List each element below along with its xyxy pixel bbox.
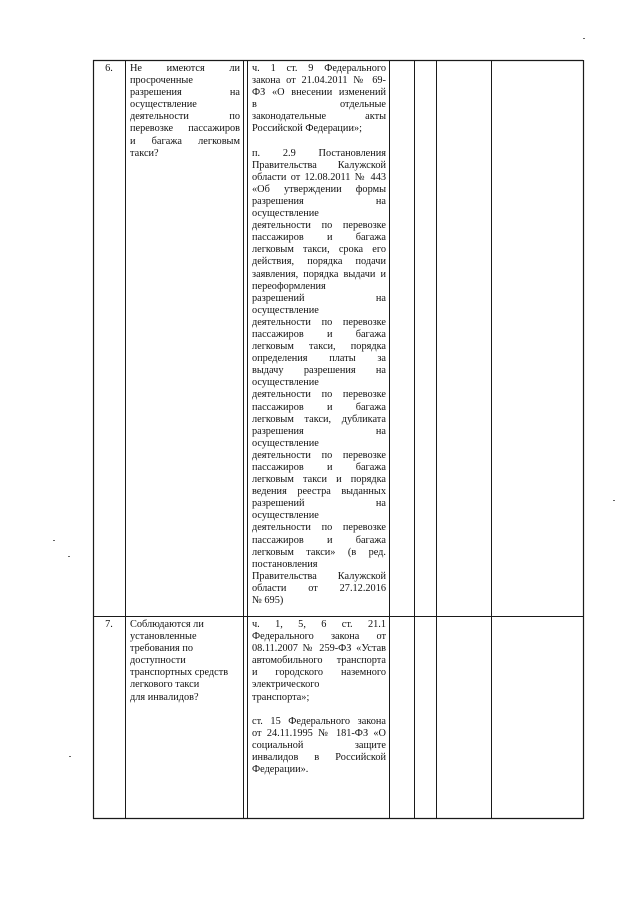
basis-line: автомобильного транспорта bbox=[252, 655, 386, 667]
basis-line: деятельности по перевозке bbox=[252, 449, 386, 461]
basis-line: пассажиров и багажа bbox=[252, 401, 386, 413]
basis-line: области от 27.12.2016 bbox=[252, 582, 386, 594]
basis-line: пассажиров и багажа bbox=[252, 534, 386, 546]
basis-line: деятельности по перевозке bbox=[252, 220, 386, 232]
basis-line: заявления, порядка выдачи и bbox=[252, 268, 386, 280]
basis-line: Федерации». bbox=[252, 764, 309, 776]
basis-line: деятельности по перевозке bbox=[252, 522, 386, 534]
basis-line: действия, порядка подачи bbox=[252, 256, 386, 268]
basis-line: «Об утверждении формы bbox=[252, 183, 386, 195]
basis-line: электрического bbox=[252, 679, 320, 691]
question-line: Не имеются ли bbox=[130, 63, 240, 74]
scan-speck bbox=[613, 500, 615, 501]
basis-line: социальной защите bbox=[252, 739, 386, 751]
question-line: требования по bbox=[130, 643, 194, 655]
basis-line: осуществление bbox=[252, 437, 319, 449]
question-line: и багажа легковым bbox=[130, 135, 240, 147]
basis-line: № 695) bbox=[252, 595, 284, 607]
scan-speck bbox=[53, 540, 55, 541]
basis-line: и городского наземного bbox=[252, 667, 386, 679]
question-line: Соблюдаются ли bbox=[130, 619, 204, 630]
basis-line: пассажиров и багажа bbox=[252, 232, 386, 244]
basis-line: ч. 1 ст. 9 Федерального bbox=[252, 63, 386, 74]
scan-speck bbox=[68, 556, 70, 557]
basis-line: законодательные акты bbox=[252, 111, 386, 123]
legal-ref-fz-69 bbox=[252, 63, 386, 136]
scan-speck bbox=[69, 756, 71, 757]
basis-line: разрешения на bbox=[252, 195, 386, 207]
basis-line: Правительства Калужской bbox=[252, 570, 386, 582]
basis-line: закона от 21.04.2011 № 69- bbox=[252, 75, 386, 87]
question-line: такси? bbox=[130, 147, 159, 159]
basis-line: легковым такси и порядка bbox=[252, 474, 386, 486]
question-line: для инвалидов? bbox=[130, 691, 199, 703]
basis-line: легковым такси, порядка bbox=[252, 341, 386, 353]
basis-line: инвалидов в Российской bbox=[252, 751, 386, 763]
basis-line: легковым такси, дубликата bbox=[252, 413, 386, 425]
legal-ref-decree-443 bbox=[252, 148, 386, 608]
basis-line: легковым такси, срока его bbox=[252, 244, 386, 256]
question-line: осуществление bbox=[130, 99, 197, 111]
basis-line: осуществление bbox=[252, 377, 319, 389]
basis-line: осуществление bbox=[252, 510, 319, 522]
basis-line: ч. 1, 5, 6 ст. 21.1 bbox=[252, 619, 386, 630]
basis-line: 08.11.2007 № 259-ФЗ «Устав bbox=[252, 643, 386, 655]
basis-line: области от 12.08.2011 № 443 bbox=[252, 171, 386, 183]
row-7-question bbox=[130, 619, 242, 704]
question-line: установленные bbox=[130, 631, 197, 643]
row-6-legal-basis bbox=[252, 63, 386, 607]
scan-speck bbox=[583, 38, 585, 39]
legal-ref-fz-259 bbox=[252, 619, 386, 704]
row-6-question bbox=[130, 63, 240, 160]
basis-line: разрешений на bbox=[252, 498, 386, 510]
question-line: перевозке пассажиров bbox=[130, 123, 240, 135]
question-line: просроченные bbox=[130, 75, 193, 87]
basis-line: определения платы за bbox=[252, 353, 386, 365]
row-7-legal-basis bbox=[252, 619, 386, 776]
row-7-number: 7. bbox=[105, 619, 113, 630]
basis-line: Правительства Калужской bbox=[252, 159, 386, 171]
basis-line: Федерального закона от bbox=[252, 631, 386, 643]
basis-line: осуществление bbox=[252, 208, 319, 220]
question-line: деятельности по bbox=[130, 111, 240, 123]
basis-line: пассажиров и багажа bbox=[252, 462, 386, 473]
basis-line: от 24.11.1995 № 181-ФЗ «О bbox=[252, 727, 386, 739]
basis-line: переоформления bbox=[252, 280, 326, 292]
question-line: доступности bbox=[130, 655, 186, 667]
basis-line: п. 2.9 Постановления bbox=[252, 147, 386, 159]
basis-line: выдачу разрешения на bbox=[252, 365, 386, 377]
question-line: разрешения на bbox=[130, 87, 240, 99]
basis-line: разрешений на bbox=[252, 292, 386, 304]
basis-line: Российской Федерации»; bbox=[252, 123, 362, 135]
row-6-number: 6. bbox=[105, 63, 113, 74]
basis-line: деятельности по перевозке bbox=[252, 389, 386, 401]
basis-line: ст. 15 Федерального закона bbox=[252, 715, 386, 727]
question-line: транспортных средств bbox=[130, 667, 229, 679]
basis-line: ведения реестра выданных bbox=[252, 486, 386, 498]
basis-line: пассажиров и багажа bbox=[252, 328, 386, 340]
basis-line: в отдельные bbox=[252, 99, 386, 111]
basis-line: ФЗ «О внесении изменений bbox=[252, 87, 386, 99]
legal-ref-fz-181 bbox=[252, 716, 386, 776]
basis-line: легковым такси» (в ред. bbox=[252, 546, 386, 558]
basis-line: осуществление bbox=[252, 304, 319, 316]
basis-line: разрешения на bbox=[252, 425, 386, 437]
basis-line: постановления bbox=[252, 558, 318, 570]
basis-line: деятельности по перевозке bbox=[252, 316, 386, 328]
basis-line: транспорта»; bbox=[252, 691, 310, 703]
question-line: легкового такси bbox=[130, 679, 200, 691]
